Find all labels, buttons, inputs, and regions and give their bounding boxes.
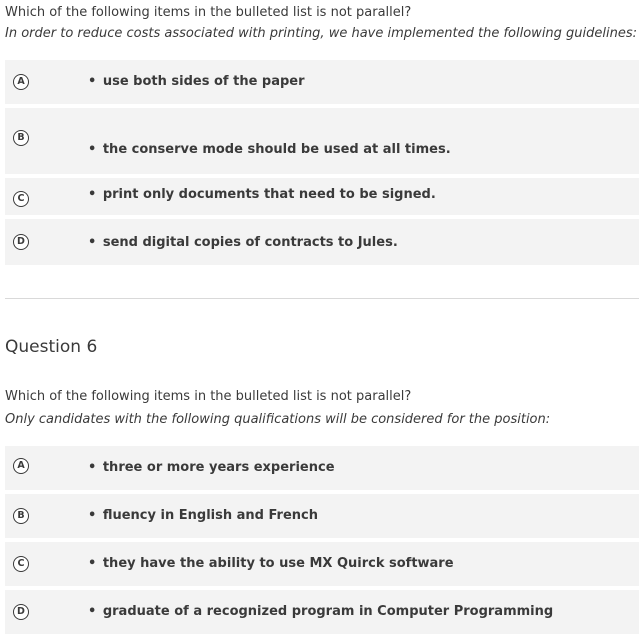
q6-option-a-label: three or more years experience [102,460,335,475]
bullet-icon: • [88,142,97,157]
option-letter-b-icon: B [13,130,29,146]
bullet-icon: • [88,604,97,619]
q5-option-b-label: the conserve mode should be used at all times. [102,142,451,157]
q6-option-d-text [88,603,553,620]
q5-option-c-label: print only documents that need to be signed. [102,187,436,202]
bullet-icon: • [88,235,97,250]
question-heading: Question 6 [5,337,98,357]
q6-context: Only candidates with the following qualifications will be considered for the position: [5,412,551,427]
q5-option-d-text [88,234,398,251]
option-letter-a-icon: A [13,458,29,474]
q5-option-a-text [88,73,305,90]
section-divider [5,298,639,299]
option-letter-a-icon: A [13,74,29,90]
q6-option-b[interactable] [5,494,639,538]
option-letter-d-icon: D [13,604,29,620]
option-letter-b-icon: B [13,508,29,524]
q5-context: In order to reduce costs associated with printing, we have implemented the following guidelines: [5,26,638,41]
bullet-icon: • [88,460,97,475]
q6-option-b-text [88,507,318,524]
q6-option-c-label: they have the ability to use MX Quirck software [102,556,454,571]
option-letter-c-icon: C [13,191,29,207]
bullet-icon: • [88,556,97,571]
bullet-icon: • [88,187,97,202]
q6-option-c-text [88,555,454,572]
q5-prompt: Which of the following items in the bulleted list is not parallel? [5,5,412,20]
q6-option-b-label: fluency in English and French [102,508,318,523]
q5-option-a[interactable] [5,60,639,104]
q6-option-d[interactable] [5,590,639,634]
q6-option-a-text [88,459,335,476]
q6-option-a[interactable] [5,446,639,490]
q5-option-c-text [88,186,436,203]
q6-prompt: Which of the following items in the bulleted list is not parallel? [5,389,412,404]
q5-option-c[interactable] [5,178,639,215]
q5-option-d[interactable] [5,219,639,265]
q5-option-a-label: use both sides of the paper [102,74,305,89]
q5-option-b-text [88,141,451,158]
q6-option-c[interactable] [5,542,639,586]
option-letter-c-icon: C [13,556,29,572]
bullet-icon: • [88,508,97,523]
q6-option-d-label: graduate of a recognized program in Computer Programming [102,604,554,619]
q5-option-b[interactable] [5,108,639,174]
q5-option-d-label: send digital copies of contracts to Jules. [102,235,398,250]
bullet-icon: • [88,74,97,89]
option-letter-d-icon: D [13,234,29,250]
